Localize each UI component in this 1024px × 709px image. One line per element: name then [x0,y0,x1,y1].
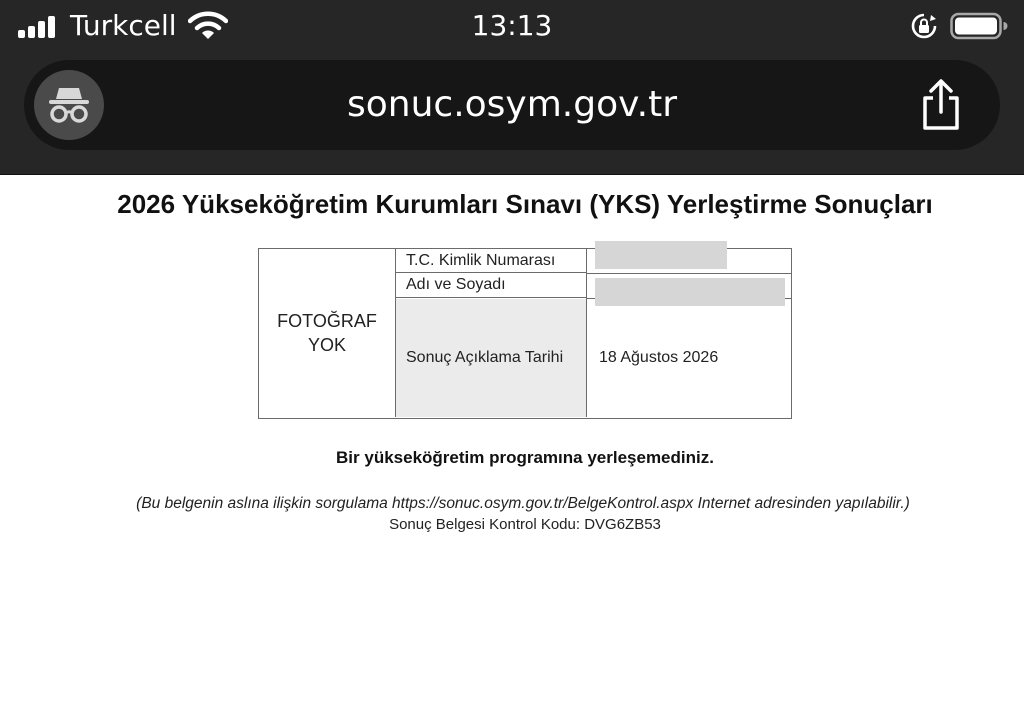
rotation-lock-icon [910,12,938,40]
address-bar[interactable] [24,60,1000,150]
browser-toolbar [0,52,1024,175]
clock: 13:13 [471,9,553,42]
status-bar [0,0,1024,52]
label-tc-kimlik: T.C. Kimlik Numarası [396,249,586,273]
photo-placeholder-text: FOTOĞRAF YOK [277,311,377,355]
share-icon[interactable] [916,78,966,132]
battery-icon [950,12,1008,40]
field-values [587,249,791,417]
candidate-info-table [258,248,792,419]
document-page [0,175,1024,709]
value-sonuc-tarihi: 18 Ağustos 2026 [599,349,719,366]
label-ad-soyad: Adı ve Soyadı [396,274,586,298]
verification-note: (Bu belgenin aslına ilişkin sorgulama https://sonuc.osym.gov.tr/BelgeKontrol.aspx Internet adresinden yapılabilir.) [136,495,910,512]
photo-placeholder [259,249,396,417]
value-tc-kimlik [587,249,791,274]
redacted-tc-kimlik [595,241,727,269]
result-message: Bir yükseköğretim programına yerleşemediniz. [336,448,714,467]
page-title: 2026 Yükseköğretim Kurumları Sınavı (YKS) Yerleştirme Sonuçları [117,189,933,219]
carrier-name: Turkcell [70,9,177,42]
label-sonuc-tarihi: Sonuç Açıklama Tarihi [396,299,586,417]
value-ad-soyad [587,274,791,299]
url-text[interactable]: sonuc.osym.gov.tr [347,84,677,125]
field-labels [396,249,587,417]
control-code: Sonuç Belgesi Kontrol Kodu: DVG6ZB53 [389,516,661,533]
